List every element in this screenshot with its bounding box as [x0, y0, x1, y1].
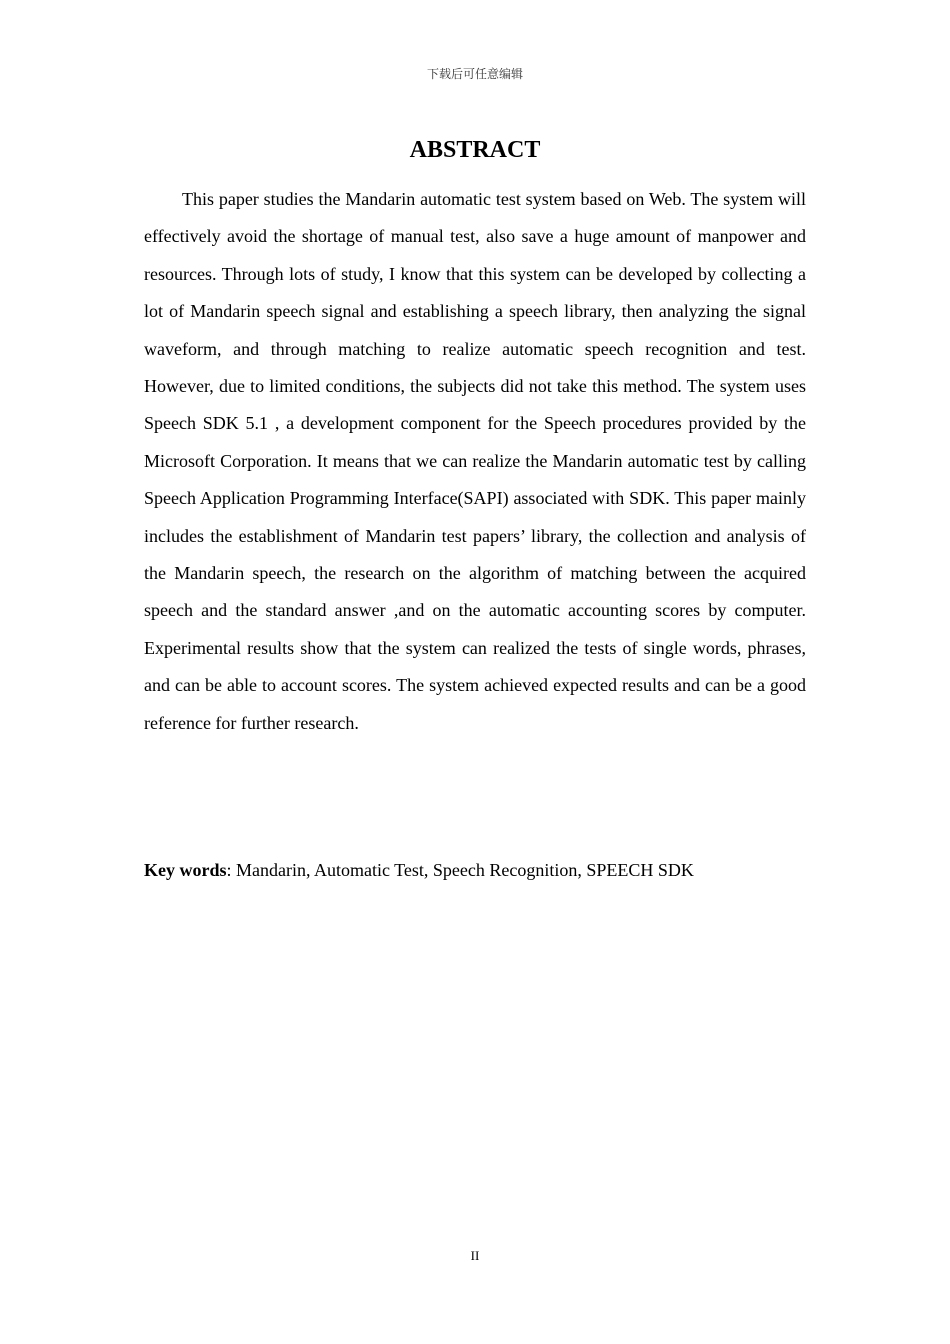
page-number: II [470, 1248, 480, 1263]
keywords-separator: : [226, 860, 237, 880]
header-note: 下载后可任意编辑 [426, 67, 523, 81]
keywords-label: Key words [144, 860, 227, 880]
abstract-title: ABSTRACT [409, 137, 541, 163]
keywords-values: Mandarin, Automatic Test, Speech Recognition, SPEECH SDK [236, 860, 694, 880]
keywords-line [144, 852, 806, 889]
abstract-body: This paper studies the Mandarin automatic test system based on Web. The system will effectively avoid the shortage of manual test, also save a huge amount of manpower and resources. Through lots of study, I know that this system can be developed by collecting a lot of Mandarin speech signal and establishing a speech library, then analyzing the signal waveform, and through matching to realize automatic speech recognition and test. However, due to limited conditions, the subjects did not take this method. The system uses Speech SDK 5.1 , a development component for the Speech procedures provided by the Microsoft Corporation. It means that we can realize the Mandarin automatic test by calling Speech Application Programming Interface(SAPI) associated with SDK. This paper mainly includes the establishment of Mandarin test papers’ library, the collection and analysis of the Mandarin speech, the research on the algorithm of matching between the acquired speech and the standard answer ,and on the automatic accounting scores by computer. Experimental results show that the system can realized the tests of single words, phrases, and can be able to account scores. The system achieved expected results and can be a good reference for further research. [144, 189, 806, 733]
